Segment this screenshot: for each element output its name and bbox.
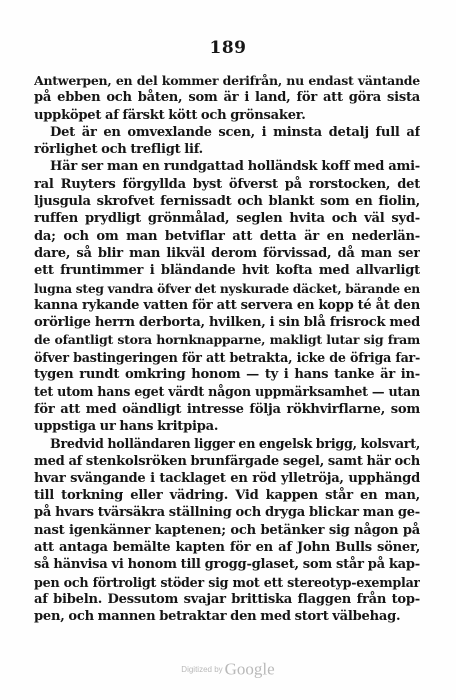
- text-line: på hvars tvärsäkra ställning och dryga blickar man ge-: [34, 505, 420, 521]
- text-line: att antaga bemälte kapten för en af John Bulls söner,: [34, 540, 420, 556]
- text-line: rörlighet och trefligt lif.: [34, 142, 203, 158]
- text-line: på ebben och båten, som är i land, för att göra sista: [34, 90, 420, 106]
- text-line: af bibeln. Dessutom svajar brittiska flaggen från top-: [34, 591, 420, 607]
- text-line: lugna steg vandra öfver det nyskurade däcket, bärande en: [34, 280, 420, 296]
- text-line: de ofantligt stora hornknapparne, makligt lutar sig fram: [34, 332, 420, 348]
- text-line: pen och förtroligt stöder sig mot ett stereotyp-exemplar: [34, 574, 420, 590]
- text-line: dare, så blir man likväl derom förvissad, då man ser: [34, 245, 420, 261]
- text-line: orörlige herrn derborta, hvilken, i sin blå frisrock med: [34, 315, 420, 331]
- text-line: Bredvid holländaren ligger en engelsk brigg, kolsvart,: [50, 436, 420, 452]
- digitization-watermark: [0, 659, 456, 680]
- body-text: [34, 72, 420, 626]
- text-line: uppstiga ur hans kritpipa.: [34, 418, 219, 434]
- text-line: pen, och mannen betraktar den med stort välbehag.: [34, 609, 401, 625]
- text-line: nast igenkänner kaptenen; och betänker sig någon på: [34, 522, 420, 538]
- text-line: så hänvisa vi honom till grogg-glaset, som står på kap-: [34, 557, 420, 573]
- text-line: tet utom hans eget värdt någon uppmärksamhet — utan: [34, 384, 420, 400]
- text-line: öfver bastingeringen för att betrakta, icke de öfriga far-: [34, 349, 420, 365]
- text-line: ljusgula skrofvet fernissadt och blankt som en fiolin,: [34, 194, 420, 210]
- google-logo: Google: [224, 659, 275, 679]
- text-line: da; och om man betviflar att detta är en nederlän-: [34, 228, 420, 244]
- page-number: 189: [209, 38, 247, 58]
- text-line: Här ser man en rundgattad holländsk koff med ami-: [50, 159, 420, 175]
- text-line: ral Ruyters förgyllda byst öfverst på rorstocken, det: [34, 176, 420, 192]
- text-line: för att med oändligt intresse följa rökhvirflarne, som: [34, 401, 420, 417]
- text-line: med af stenkolsröken brunfärgade segel, samt här och: [34, 453, 420, 469]
- text-line: Antwerpen, en del kommer derifrån, nu endast väntande: [34, 73, 420, 88]
- text-line: ett fruntimmer i bländande hvit kofta med allvarligt: [34, 263, 420, 279]
- text-line: kanna rykande vatten för att servera en kopp té åt den: [34, 297, 420, 313]
- text-line: Det är en omvexlande scen, i minsta detalj full af: [50, 124, 420, 140]
- text-line: ruffen prydligt grönmålad, seglen hvita och väl syd-: [34, 211, 420, 227]
- text-line: tygen rundt omkring honom — ty i hans tanke är in-: [34, 367, 420, 383]
- text-line: hvar svängande i tacklaget en röd ylletröja, upphängd: [34, 470, 420, 486]
- text-line: till torkning eller vädring. Vid kappen står en man,: [34, 488, 420, 504]
- watermark-prefix: Digitized by: [181, 665, 223, 674]
- text-line: uppköpet af färskt kött och grönsaker.: [34, 107, 306, 123]
